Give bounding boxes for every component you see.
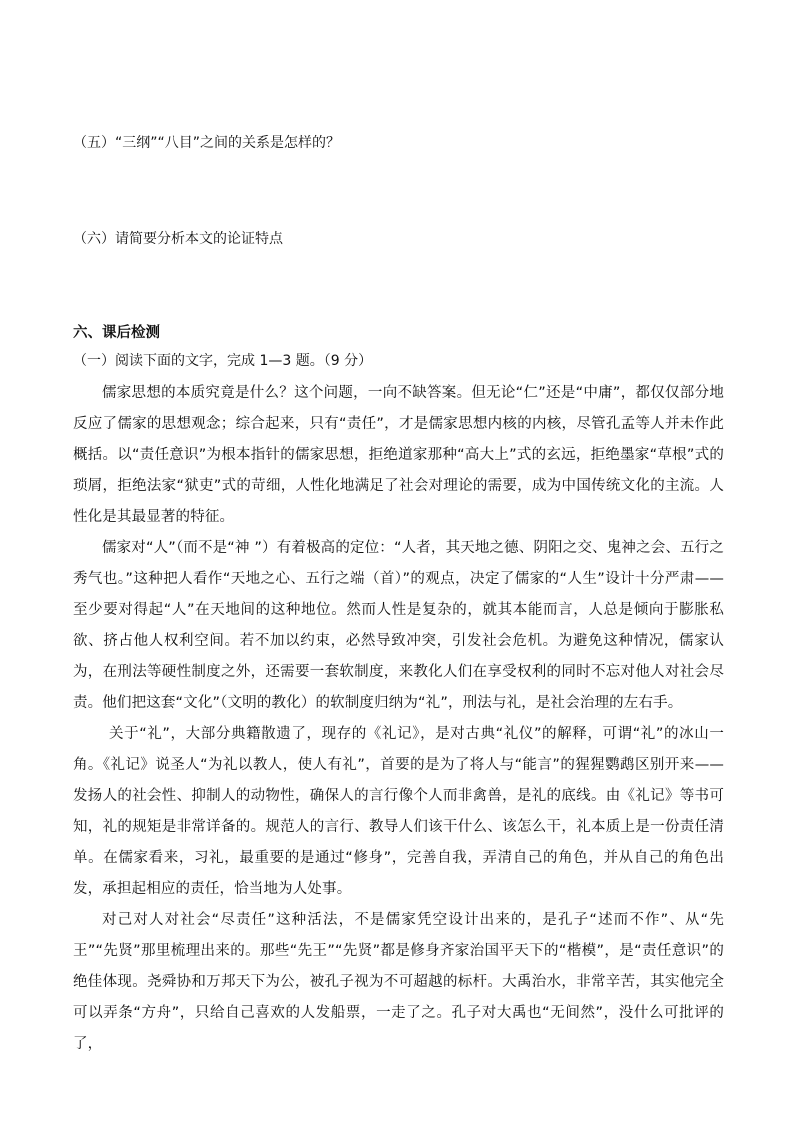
section-subtitle: （一）阅读下面的文字，完成 1—3 题。（9 分） [73, 353, 373, 369]
passage-paragraph: 关于“礼”，大部分典籍散遗了，现存的《礼记》，是对古典“礼仪”的解释，可谓“礼”的冰山一角。《礼记》说圣人“为礼以教人，使人有礼”，首要的是为了将人与“能言”的猩猩鹦鹉区别开来——发扬人的社会性、抑制人的动物性，确保人的言行像个人而非禽兽，是礼的底线。由《礼记》等书可知，礼的规矩是非常详备的。规范人的言行、教导人们该干什么、该怎么干，礼本质上是一份责任清单。在儒家看来，习礼，最重要的是通过“修身”，完善自我，弄清自己的角色，并从自己的角色出发，承担起相应的责任，恰当地为人处事。 [73, 726, 724, 897]
question-6: （六）请简要分析本文的论证特点 [73, 231, 283, 247]
passage-paragraph: 儒家思想的本质究竟是什么？这个问题，一向不缺答案。但无论“仁”还是“中庸”，都仅仅部分地反应了儒家的思想观念；综合起来，只有“责任”，才是儒家思想内核的内核，尽管孔孟等人并未作此概括。以“责任意识”为根本指针的儒家思想，拒绝道家那种“高大上”式的玄远，拒绝墨家“草根”式的琐屑，拒绝法家“狱吏”式的苛细，人性化地满足了社会对理论的需要，成为中国传统文化的主流。人性化是其最显著的特征。 [73, 385, 724, 525]
passage-paragraph: 儒家对“人”（而不是“神 ”）有着极高的定位：“人者，其天地之德、阴阳之交、鬼神之会、五行之秀气也。”这种把人看作“天地之心、五行之端（首）”的观点，决定了儒家的“人生”设计十分严肃——至少要对得起“人”在天地间的这种地位。然而人性是复杂的，就其本能而言，人总是倾向于膨胀私欲、挤占他人权利空间。若不加以约束，必然导致冲突，引发社会危机。为避免这种情况，儒家认为，在刑法等硬性制度之外，还需要一套软制度，来教化人们在享受权利的同时不忘对他人对社会尽责。他们把这套“文化”（文明的教化）的软制度归纳为“礼”，刑法与礼，是社会治理的左右手。 [73, 540, 724, 711]
passage [73, 378, 724, 1060]
section-title: 六、课后检测 [73, 325, 160, 341]
question-5: （五）“三纲”“八目”之间的关系是怎样的？ [73, 135, 341, 151]
passage-paragraph: 对己对人对社会“尽责任”这种活法，不是儒家凭空设计出来的，是孔子“述而不作”、从“先王”“先贤”那里梳理出来的。那些“先王”“先贤”都是修身齐家治国平天下的“楷模”，是“责任意识”的绝佳体现。尧舜协和万邦天下为公，被孔子视为不可超越的标杆。大禹治水，非常辛苦，其实他完全可以弄条“方舟”，只给自己喜欢的人发船票，一走了之。孔子对大禹也“无间然”，没什么可批评的了， [73, 912, 724, 1052]
